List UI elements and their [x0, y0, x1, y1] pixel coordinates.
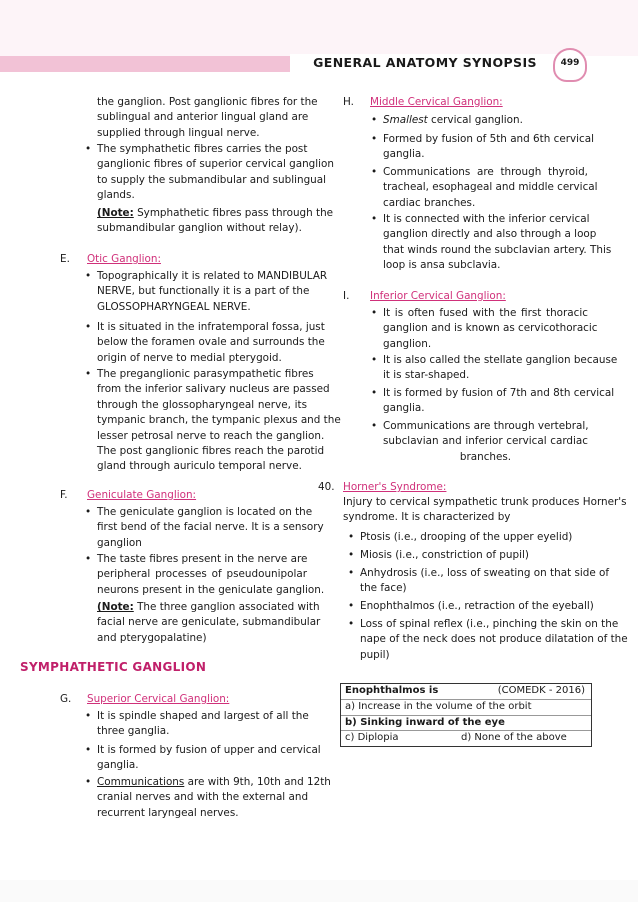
inferior-bullet-4	[383, 419, 588, 465]
text-line: lesser petrosal nerve to reach the ganglion.	[97, 429, 325, 442]
text-line: ganglion.	[383, 337, 432, 350]
text-line: ganglion	[97, 536, 142, 549]
mcq-stem: Enophthalmos is	[345, 685, 439, 696]
text-line: • Communications are through thyroid,	[383, 166, 588, 178]
text-line: the face)	[360, 582, 407, 595]
text-line: gland through auriculo temporal nerve.	[97, 460, 302, 473]
text-line: nape of the neck does not produce dilatation of the	[360, 633, 628, 646]
text-line: tracheal, esophageal and middle cervical	[383, 181, 598, 194]
superior-bullet-1	[97, 709, 307, 740]
question-number: 40.	[318, 481, 335, 493]
section-letter-g: G.	[60, 693, 72, 705]
text-line: Injury to cervical sympathetic trunk produces Horner's	[343, 496, 627, 508]
text-line: • It is spindle shaped and largest of all the	[97, 710, 309, 722]
page-number-badge: 499	[553, 48, 587, 82]
inferior-bullet-1	[383, 306, 598, 352]
text-line: ganglia.	[97, 759, 139, 772]
geniculate-bullet-1	[97, 505, 324, 551]
text-line: loop is ansa subclavia.	[383, 259, 501, 272]
text-line: • The geniculate ganglion is located on the	[97, 506, 313, 518]
page-header-title: GENERAL ANATOMY SYNOPSIS	[290, 54, 560, 72]
text-line: cranial nerves and with the external and	[97, 791, 309, 804]
text-line: • It is often fused with the first thoracic	[383, 307, 588, 319]
text-line: • Topographically it is related to MANDIBULAR	[97, 270, 328, 282]
text-line: three ganglia.	[97, 725, 170, 738]
text-line: recurrent laryngeal nerves.	[97, 806, 239, 819]
otic-bullet-3	[97, 367, 341, 475]
otic-bullet-2	[97, 320, 325, 366]
middle-bullet-3	[383, 165, 598, 211]
horner-intro	[343, 495, 627, 526]
intro-note	[97, 206, 334, 237]
text-line: branches.	[459, 450, 512, 463]
horner-item-5	[360, 617, 628, 663]
text-line: GLOSSOPHARYNGEAL NERVE.	[97, 300, 251, 313]
horner-item-4	[360, 599, 592, 614]
superior-bullet-3	[97, 775, 331, 821]
text-line: through the glossopharyngeal nerve, its	[97, 398, 307, 411]
text-line: syndrome. It is characterized by	[343, 511, 511, 524]
text-line: ganglion directly and also through a loop	[383, 228, 597, 241]
intro-paragraph	[97, 95, 318, 141]
middle-bullet-4	[383, 212, 612, 274]
intro-bullet	[97, 142, 334, 204]
superior-heading: Superior Cervical Ganglion:	[87, 693, 230, 705]
text-line: are with 9th, 10th and 12th	[184, 776, 331, 788]
text-line: to supply the submandibular and sublingual	[97, 173, 327, 186]
text-line: The three ganglion associated with	[133, 601, 320, 613]
text-line: • It is formed by fusion of 7th and 8th cervical	[383, 387, 615, 399]
text-line: • Anhydrosis (i.e., loss of sweating on that side of	[360, 567, 610, 579]
bottom-margin	[0, 880, 638, 902]
horner-item-1	[360, 530, 592, 545]
section-letter-h: H.	[343, 96, 354, 108]
text-line: • Ptosis (i.e., drooping of the upper eyelid)	[360, 531, 573, 543]
middle-heading: Middle Cervical Ganglion:	[370, 96, 503, 108]
mcq-box	[340, 683, 592, 747]
text-line: and pterygopalatine)	[97, 631, 207, 644]
section-letter-e: E.	[60, 253, 70, 265]
text-line: NERVE, but functionally it is a part of the	[97, 285, 310, 298]
inferior-heading: Inferior Cervical Ganglion:	[370, 290, 506, 302]
otic-bullet-1	[97, 269, 328, 315]
text-line: cardiac branches.	[383, 196, 476, 209]
text-line: • Communications are through vertebral,	[383, 420, 589, 432]
text-line: ganglionic fibres of superior cervical ganglion	[97, 158, 334, 171]
text-line: ganglia.	[383, 402, 425, 415]
text-line: submandibular ganglion without relay).	[97, 222, 302, 235]
text-line: pupil)	[360, 648, 390, 661]
text-line: • It is connected with the inferior cervical	[383, 213, 590, 225]
text-line: sublingual and anterior lingual gland are	[97, 111, 309, 124]
section-title: SYMPHATHETIC GANGLION	[20, 660, 207, 674]
text-line: • It is formed by fusion of upper and cervical	[97, 744, 321, 756]
text-line: • The symphathetic fibres carries the post	[97, 143, 308, 155]
text-line: peripheral processes of pseudounipolar	[97, 568, 307, 581]
text-line: • The taste fibres present in the nerve are	[97, 553, 308, 565]
text-line: • It is also called the stellate ganglion because	[383, 354, 618, 366]
text-line: first bend of the facial nerve. It is a sensory	[97, 521, 324, 534]
middle-bullet-2	[383, 132, 594, 163]
text-line: • The preganglionic parasympathetic fibres	[97, 368, 314, 380]
inferior-bullet-2	[383, 353, 618, 384]
text-line: Communications	[97, 776, 185, 788]
text-line: ganglia.	[383, 148, 425, 161]
text-line: The post ganglionic fibres reach the parotid	[97, 445, 325, 458]
horner-item-3	[360, 566, 610, 597]
geniculate-bullet-2	[97, 552, 325, 598]
mcq-option-c: c) Diplopia	[345, 732, 399, 744]
text-line: Smallest	[383, 114, 428, 126]
text-line: that winds round the subclavian artery. This	[383, 243, 612, 256]
mcq-option-d: d) None of the above	[461, 732, 567, 744]
text-line: • Formed by fusion of 5th and 6th cervical	[383, 133, 594, 145]
horner-item-2	[360, 548, 592, 563]
middle-bullet-1	[383, 113, 588, 128]
text-line: tympanic branch, the tympanic plexus and the	[97, 414, 341, 427]
text-line: glands.	[97, 189, 135, 202]
text-line: Symphathetic fibres pass through the	[133, 207, 334, 219]
note-label: (Note:	[97, 601, 134, 613]
text-line: supplied through lingual nerve.	[97, 126, 260, 139]
geniculate-note	[97, 600, 321, 646]
text-line: the ganglion. Post ganglionic fibres for the	[97, 96, 318, 108]
text-line: • Miosis (i.e., constriction of pupil)	[360, 549, 529, 561]
text-line: • It is situated in the infratemporal fossa, just	[97, 321, 325, 333]
text-line: subclavian and inferior cervical cardiac	[383, 435, 588, 448]
mcq-option-cd-row	[341, 731, 591, 746]
text-line: it is star-shaped.	[383, 369, 470, 382]
section-letter-f: F.	[60, 489, 68, 501]
text-line: ganglion and is known as cervicothoracic	[383, 322, 598, 335]
otic-heading: Otic Ganglion:	[87, 253, 161, 265]
mcq-option-b: b) Sinking inward of the eye	[341, 716, 591, 732]
mcq-option-a: a) Increase in the volume of the orbit	[341, 700, 591, 716]
text-line: facial nerve are geniculate, submandibular	[97, 616, 321, 629]
text-line: • Loss of spinal reflex (i.e., pinching the skin on the	[360, 618, 619, 630]
inferior-bullet-3	[383, 386, 615, 417]
superior-bullet-2	[97, 743, 321, 774]
text-line: origin of nerve to medial pterygoid.	[97, 351, 282, 364]
text-line: cervical ganglion.	[427, 114, 523, 126]
text-line: • Enophthalmos (i.e., retraction of the eyeball)	[360, 600, 594, 612]
mcq-source: (COMEDK - 2016)	[497, 685, 585, 696]
mcq-stem-row	[341, 684, 591, 700]
section-letter-i: I.	[343, 290, 350, 302]
horner-heading: Horner's Syndrome:	[343, 481, 447, 493]
geniculate-heading: Geniculate Ganglion:	[87, 489, 197, 501]
text-line: from the inferior salivary nucleus are passed	[97, 383, 330, 396]
text-line: below the foramen ovale and surrounds the	[97, 336, 325, 349]
note-label: (Note:	[97, 207, 134, 219]
text-line: neurons present in the geniculate ganglion.	[97, 583, 325, 596]
